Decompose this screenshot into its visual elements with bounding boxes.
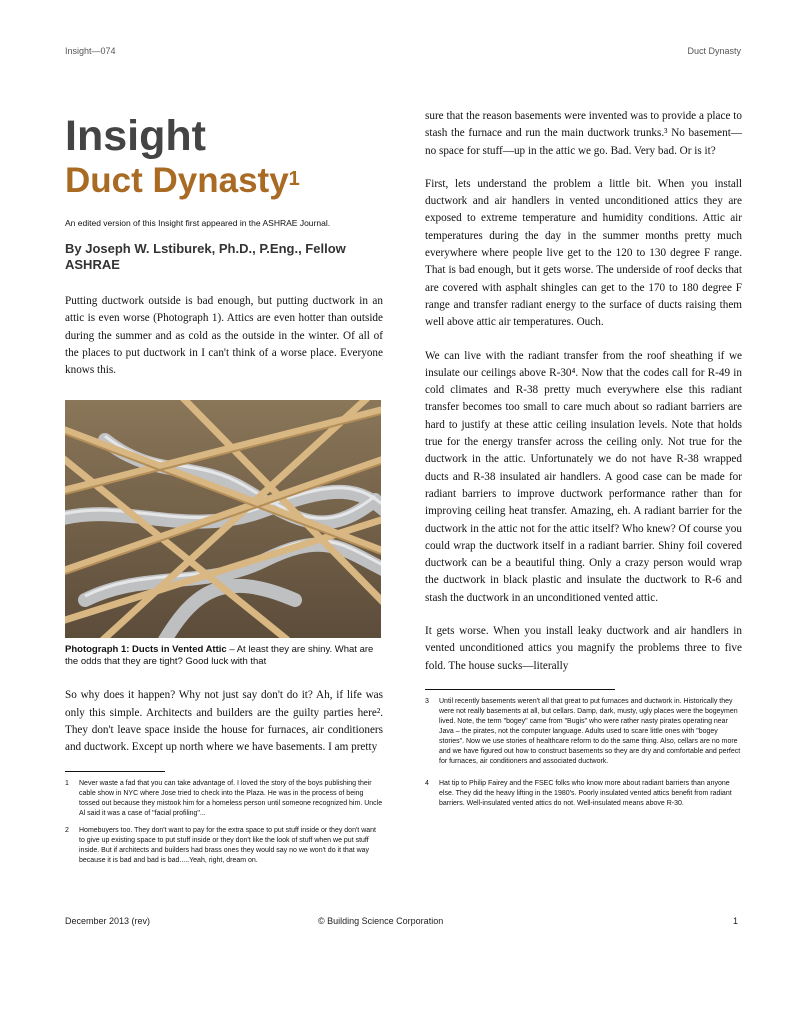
footnote-text: Homebuyers too. They don't want to pay for the extra space to put stuff inside or they don't want to give up existing space to put stuff inside or they don't like the look of stuff when we put stuff inside. But if architects and builders had brass ones they would say no we won't do it that way because it is bad and bad is bad.....Yeah, right, dream on. bbox=[79, 826, 376, 864]
footnote-4 bbox=[425, 779, 742, 809]
paragraph-1: Putting ductwork outside is bad enough, but putting ductwork in an attic is even worse (Photograph 1). Attics are even hotter than outside during the summer and as cold as the outside in the winter. Of all of the places to put ductwork in I can't think of a worse place. Everyone knows this. bbox=[65, 295, 383, 377]
footnote-number: 4 bbox=[425, 779, 429, 787]
photo-illustration bbox=[65, 400, 381, 638]
footnote-3 bbox=[425, 697, 742, 767]
intro-note: An edited version of this Insight first appeared in the ASHRAE Journal. bbox=[65, 218, 331, 228]
paragraph-4: First, lets understand the problem a little bit. When you install ductwork and air handlers in vented unconditioned attics they are exposed to extreme temperature and humidity conditions. Attic air temperatures during the day in the summer months pretty much everywhere where people live get to the 120 to 130 degree F range. That is bad enough, but it gets worse. The underside of roof decks that are covered with asphalt shingles can get to the 170 to 180 degree F range and transfer radiant energy to the surface of ducts raising them well above attic air temperatures. Ouch. bbox=[425, 177, 742, 329]
footnote-divider-left bbox=[65, 771, 165, 772]
footnote-text: Never waste a fad that you can take advantage of. I loved the story of the boys publishing their cable show in NYC where Jose tried to check into the Plaza. He was in the process of being tossed out because they mistook him for a homeless person until someone recognized him. Uncle Al said it was a case of "facial profiling"... bbox=[79, 779, 383, 817]
footnote-number: 2 bbox=[65, 826, 69, 834]
attic-ducts-photo bbox=[65, 400, 381, 638]
paragraph-2: So why does it happen? Why not just say don't do it? Ah, if life was only this simple. Architects and builders are the guilty parties here². They don't leave space inside the house for furnaces, air conditioners and ductwork. Except up north where we have basements. I am pretty bbox=[65, 689, 383, 754]
paragraph-6: It gets worse. When you install leaky ductwork and air handlers in vented unconditioned attics you magnify the problems three to five fold. The house sucks—literally bbox=[425, 625, 742, 672]
footnote-text: Hat tip to Philip Fairey and the FSEC folks who know more about radiant barriers than anyone else. They did the heavy lifting in the 1980's. Poorly insulated vented attics benefit from radiant barriers. Well-insulated vented attics do not. Well-insulated means above R-30. bbox=[439, 779, 732, 807]
footnote-text: Until recently basements weren't all that great to put furnaces and ductwork in. Historically they were not really basements at all, but cellars. Damp, dark, musty, ugly places were the bogeymen lived. Note, the term "bogey" came from "Bugis" who were rather nasty pirates operating near Java – the pirates, not the computer language. Adults used to scare little ones with "bogey stories". Now we use stories of healthcare reform to do the same thing. Also, cellars are no more and we have figured out how to construct basements so they are dry and comfortable and perfect for furnaces, air conditioners and associated ductwork. bbox=[439, 697, 741, 765]
footnote-2 bbox=[65, 826, 383, 866]
page-number: 1 bbox=[733, 916, 739, 926]
running-header-left: Insight—074 bbox=[65, 46, 116, 56]
footer-copyright: © Building Science Corporation bbox=[318, 916, 444, 926]
paragraph-5: We can live with the radiant transfer from the roof sheathing if we insulate our ceilings above R-30⁴. Now that the codes call for R-49 in cold climates and R-38 pretty much everywhere else this radiant transfer becomes too small to care much about so radiant barriers are hard to justify at these attic ceiling insulation levels. Note that holds true for the energy transfer across the ceiling only. Not true for the ductwork in the attic. Unfortunately we do not have R-38 wrapped ducts and R-38 insulated air handlers. A good case can be made for radiant barriers to improve ductwork performance rather than for improving ceiling heat transfer. Amazing, eh. A radiant barrier for the ductwork in the attic not for the attic itself? Who knew? Of course you could wrap the ductwork itself in a radiant barrier. Shiny foil covered ductwork can be a beautiful thing. Only a crazy person would wrap the ductwork in black plastic and insulate the ductwork to R-6 and stash the ductwork in an unconditioned vented attic. bbox=[425, 349, 742, 604]
author-byline: By Joseph W. Lstiburek, Ph.D., P.Eng., Fellow ASHRAE bbox=[65, 241, 346, 272]
footnote-1 bbox=[65, 779, 383, 819]
title-insight: Insight bbox=[65, 112, 206, 160]
left-column bbox=[65, 112, 383, 866]
footnote-divider-right bbox=[425, 689, 615, 690]
title-duct-dynasty bbox=[65, 160, 383, 202]
footer-date: December 2013 (rev) bbox=[65, 916, 151, 926]
title-text: Duct Dynasty bbox=[65, 161, 289, 200]
caption-title: Photograph 1: Ducts in Vented Attic bbox=[65, 644, 227, 656]
photo-caption bbox=[65, 644, 383, 668]
footnote-number: 1 bbox=[65, 779, 69, 787]
right-column bbox=[425, 108, 742, 809]
paragraph-3: sure that the reason basements were invented was to provide a place to stash the furnace and run the main ductwork trunks.³ No basement—no space for stuff—up in the attic we go. Bad. Very bad. Or is it? bbox=[425, 110, 742, 157]
caption-text: – At least they are shiny. What are the odds that they are tight? Good luck with that bbox=[65, 644, 374, 668]
running-header-right: Duct Dynasty bbox=[687, 46, 741, 56]
title-footnote-ref: 1 bbox=[288, 168, 300, 190]
footnote-number: 3 bbox=[425, 697, 429, 705]
